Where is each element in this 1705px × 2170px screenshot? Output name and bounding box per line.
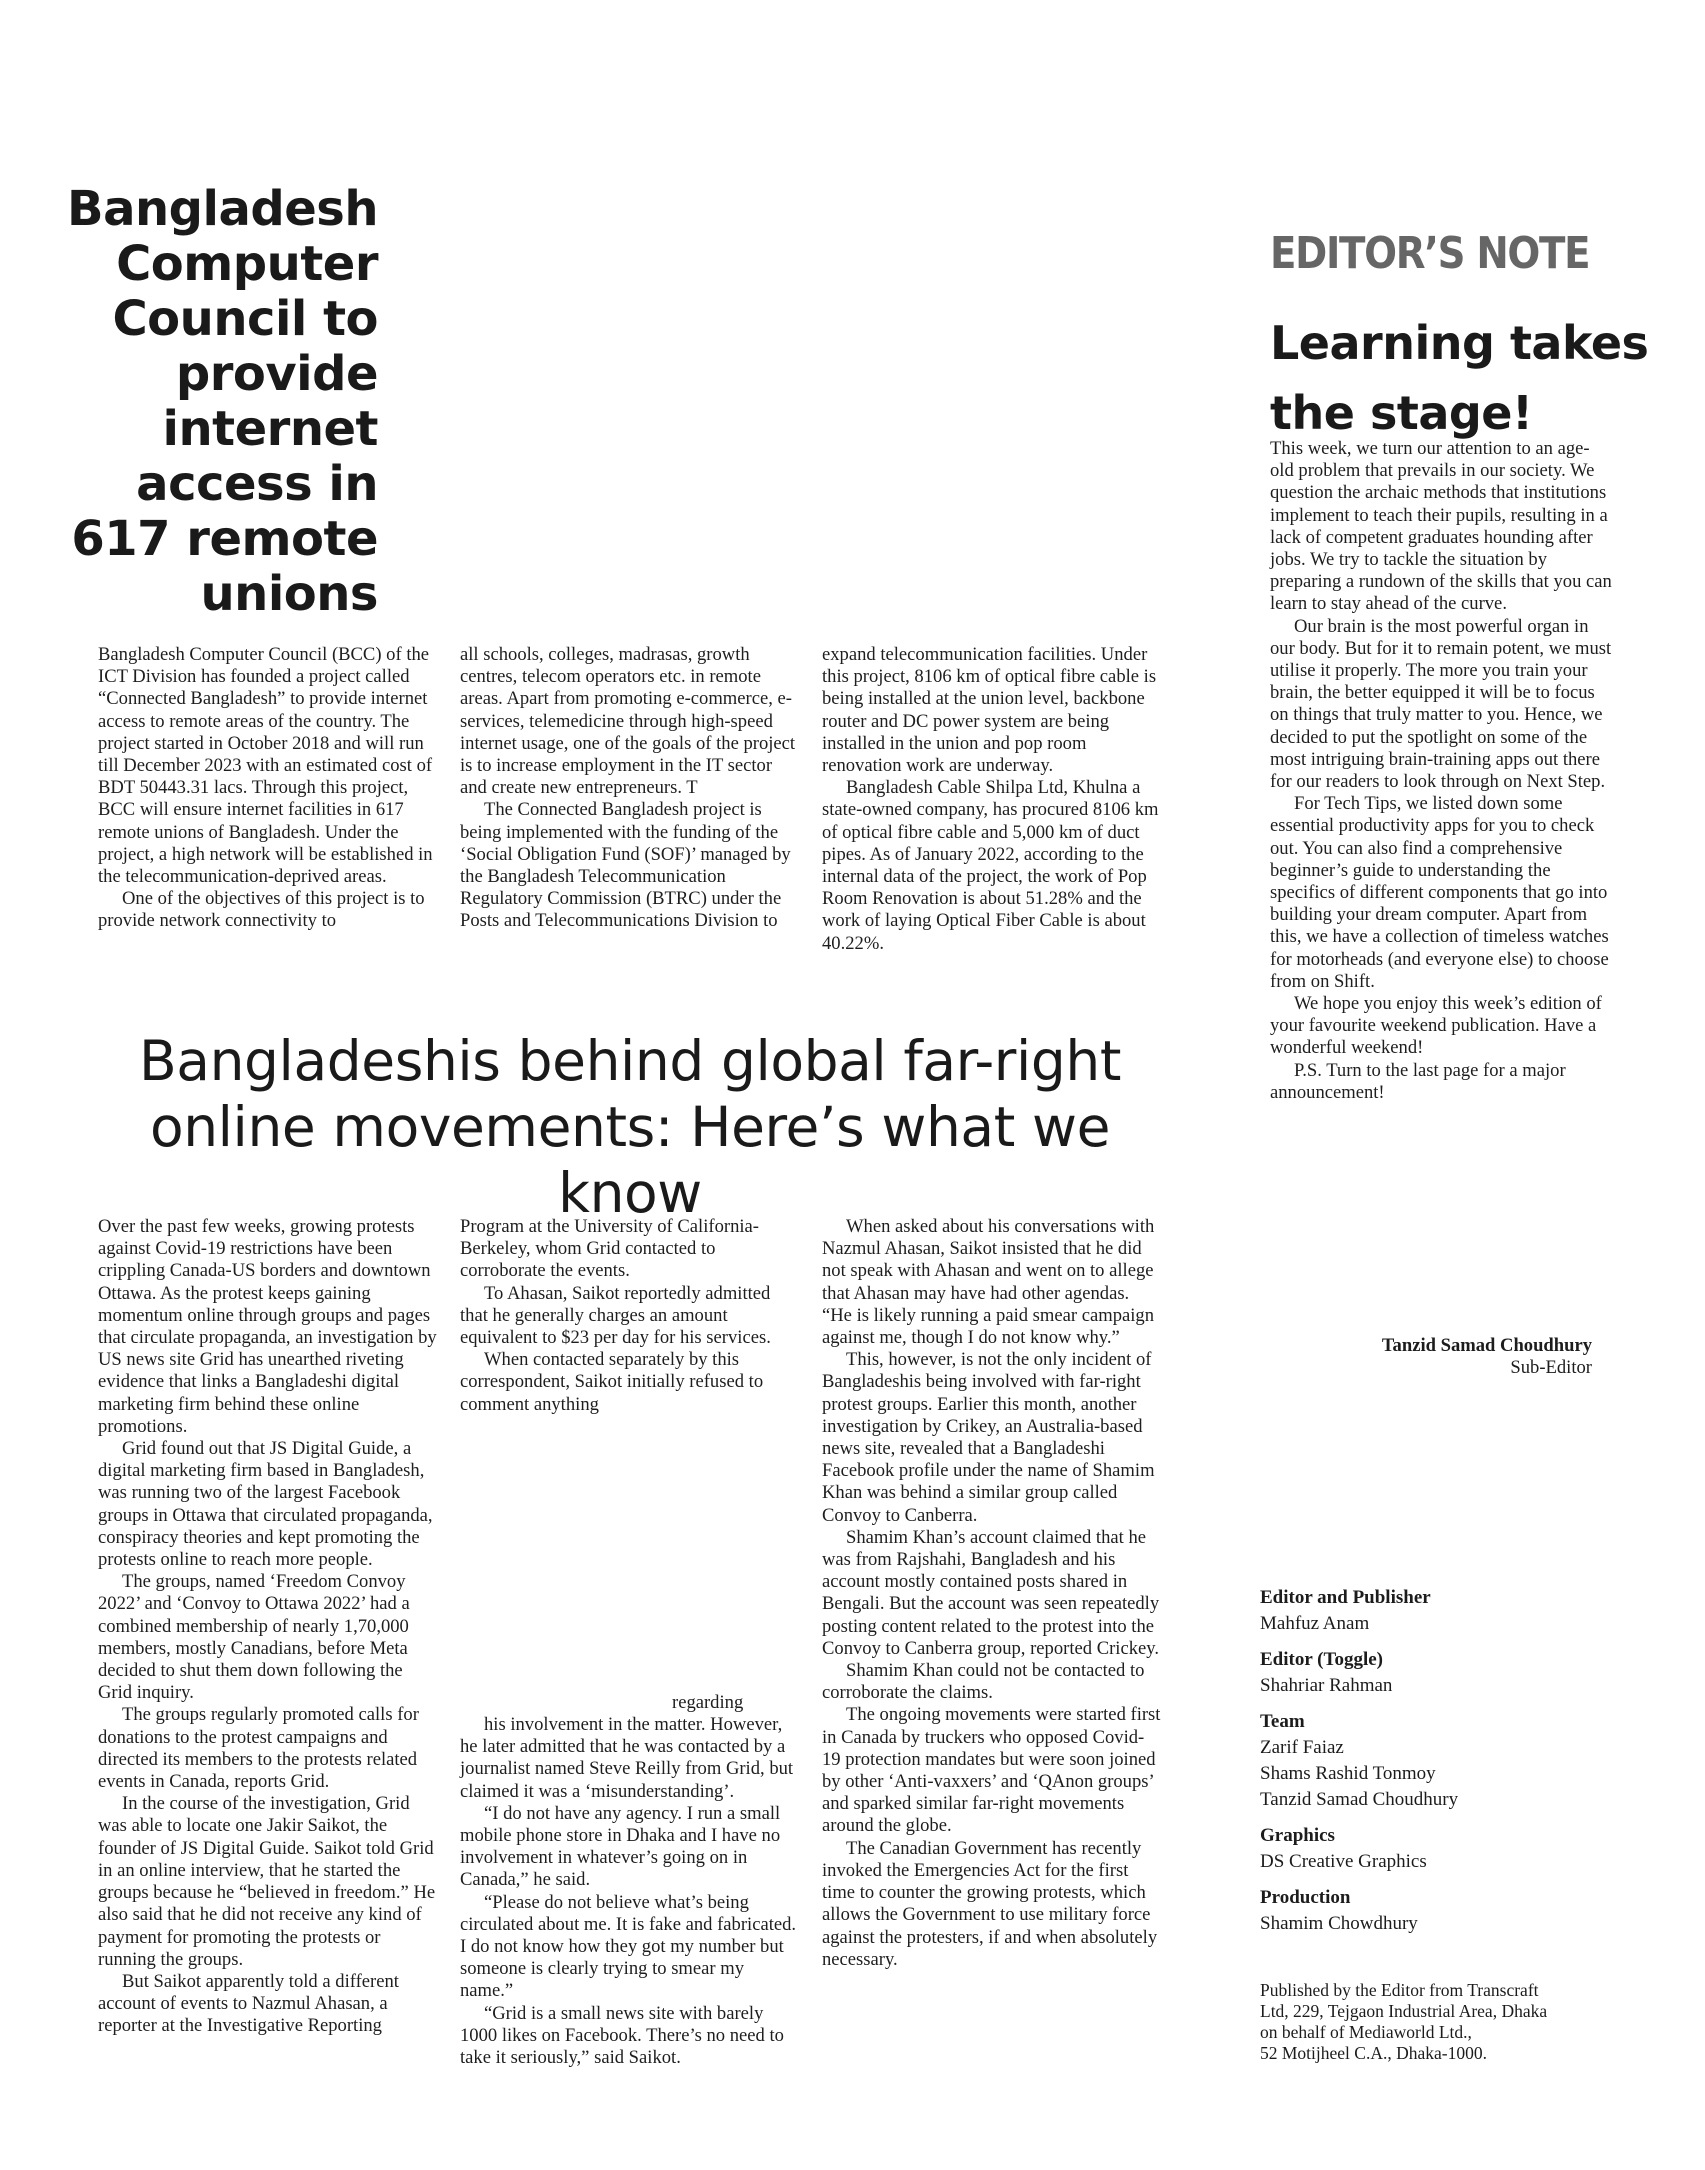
story2-col3-para: Shamim Khan could not be contacted to corroborate the claims. xyxy=(822,1660,1145,1704)
story2-col1-para: But Saikot apparently told a different account of events to Nazmul Ahasan, a reporter at the Investigative Reporting xyxy=(98,1970,399,2037)
credit-name: Tanzid Samad Choudhury xyxy=(1260,1789,1459,1810)
credit-name: Mahfuz Anam xyxy=(1260,1613,1370,1634)
story2-col3-para: The ongoing movements were started first in Canada by truckers who opposed Covid-19 protection mandates but were soon joined by other ‘Anti-vaxxers’ and ‘QAnon groups’ and sparked similar far-right movements around the globe. xyxy=(822,1704,1161,1837)
editors-note-para: For Tech Tips, we listed down some essential productivity apps for you to check out. You can also find a comprehensive beginner’s guide to understanding the specifics of different components that go into building your dream computer. Apart from this, we have a collection of timeless watches for motorheads (and everyone else) to choose from on Shift. xyxy=(1270,793,1609,992)
credit-block xyxy=(1260,1585,1620,1637)
publisher-info xyxy=(1260,1980,1590,2064)
story2-col3-para: When asked about his conversations with Nazmul Ahasan, Saikot insisted that he did not speak with Ahasan and went on to allege that Ahasan may have had other agendas. “He is likely running a paid smear campaign against me, though I do not know why.” xyxy=(822,1216,1155,1349)
credit-role: Team xyxy=(1260,1711,1305,1732)
story1-col3-para: expand telecommunication facilities. Under this project, 8106 km of optical fibre cable is being installed at the union level, backbone router and DC power system are being installed in the union and pop room renovation work are underway. xyxy=(822,644,1157,777)
story2-col3-para: The Canadian Government has recently invoked the Emergencies Act for the first time to counter the growing protests, which allows the Government to use military force against the protesters, if and when absolutely necessary. xyxy=(822,1837,1158,1970)
editors-note-para: Our brain is the most powerful organ in our body. But for it to remain potent, we must utilise it properly. The more you train your brain, the better equipped it will be to focus on things that truly matter to you. Hence, we decided to put the spotlight on some of the most intriguing brain-training apps out there for our readers to look through on Next Step. xyxy=(1270,615,1612,793)
story1-col1-para: One of the objectives of this project is to provide network connectivity to xyxy=(98,888,425,932)
story1-headline: Bangladesh Computer Council to provide internet access in 617 remote unions xyxy=(66,181,378,622)
story2-col1-para: The groups regularly promoted calls for donations to the protest campaigns and directed its members to the protests related events in Canada, reports Grid. xyxy=(98,1704,419,1793)
credit-block xyxy=(1260,1647,1620,1699)
editors-note-label: EDITOR’S NOTE xyxy=(1270,228,1590,279)
editors-note-title-line: Learning takes xyxy=(1270,316,1649,370)
credit-block xyxy=(1260,1885,1620,1937)
story2-col2-para: his involvement in the matter. However, he later admitted that he was contacted by a journalist named Steve Reilly from Grid, but claimed it was a ‘misunderstanding’. xyxy=(460,1714,794,1802)
story1-column-3 xyxy=(822,644,1162,955)
editors-note-signature-name: Tanzid Samad Choudhury xyxy=(1381,1335,1592,1356)
credit-name: Zarif Faiaz xyxy=(1260,1737,1344,1758)
editors-note-para: P.S. Turn to the last page for a major announcement! xyxy=(1270,1059,1566,1103)
credit-role: Editor and Publisher xyxy=(1260,1587,1431,1608)
story2-col1-para: Over the past few weeks, growing protests against Covid-19 restrictions have been crippling Canada-US borders and downtown Ottawa. As the protest keeps gaining momentum online through groups and pages that circulate propaganda, an investigation by US news site Grid has unearthed riveting evidence that links a Bangladeshi digital marketing firm behind these online promotions. xyxy=(98,1216,437,1437)
story1-column-1 xyxy=(98,644,438,933)
story2-col2-continuation-word: regarding xyxy=(672,1692,744,1713)
story2-column-1 xyxy=(98,1216,438,2038)
masthead-credits xyxy=(1260,1585,1620,1947)
story2-col1-para: In the course of the investigation, Grid was able to locate one Jakir Saikot, the founder of JS Digital Guide. Saikot told Grid in an online interview, that he started the groups because he “believed in freedom.” He also said that he did not receive any kind of payment for promoting the protests or running the groups. xyxy=(98,1793,436,1970)
editors-note-title-line: the stage! xyxy=(1270,386,1533,440)
story2-col2-para: Program at the University of California-Berkeley, whom Grid contacted to corroborate the events. xyxy=(460,1216,759,1282)
story2-column-3 xyxy=(822,1216,1162,1971)
publisher-line: Ltd, 229, Tejgaon Industrial Area, Dhaka xyxy=(1260,2001,1548,2021)
story1-col2-para: The Connected Bangladesh project is being implemented with the funding of the ‘Social Obligation Fund (SOF)’ managed by the Bangladesh Telecommunication Regulatory Commission (BTRC) under the Posts and Telecommunications Division to xyxy=(460,799,791,932)
credit-name: Shamim Chowdhury xyxy=(1260,1913,1418,1934)
story1-column-2 xyxy=(460,644,800,933)
editors-note-para: We hope you enjoy this week’s edition of your favourite weekend publication. Have a wonderful weekend! xyxy=(1270,993,1602,1059)
credit-name: Shams Rashid Tonmoy xyxy=(1260,1763,1436,1784)
credit-name: DS Creative Graphics xyxy=(1260,1851,1427,1872)
credit-block xyxy=(1260,1709,1620,1813)
story1-col3-para: Bangladesh Cable Shilpa Ltd, Khulna a state-owned company, has procured 8106 km of optical fibre cable and 5,000 km of duct pipes. As of January 2022, according to the internal data of the project, the work of Pop Room Renovation is about 51.28% and the work of laying Optical Fiber Cable is about 40.22%. xyxy=(822,777,1159,954)
credit-name: Shahriar Rahman xyxy=(1260,1675,1393,1696)
editors-note-body xyxy=(1270,438,1612,1104)
story2-col2-para: “Please do not believe what’s being circulated about me. It is fake and fabricated. I do not know how they got my number but someone is clearly trying to smear my name.” xyxy=(460,1891,797,2002)
credit-role: Graphics xyxy=(1260,1825,1335,1846)
editors-note-signature-role: Sub-Editor xyxy=(1510,1357,1592,1378)
story2-col2-para: When contacted separately by this correspondent, Saikot initially refused to comment anything xyxy=(460,1349,764,1415)
publisher-line: on behalf of Mediaworld Ltd., xyxy=(1260,2022,1472,2042)
credit-block xyxy=(1260,1823,1620,1875)
story2-col3-para: This, however, is not the only incident of Bangladeshis being involved with far-right protest groups. Earlier this month, another investigation by Crikey, an Australia-based news site, revealed that a Bangladeshi Facebook profile under the name of Shamim Khan was behind a similar group called Convoy to Canberra. xyxy=(822,1349,1155,1526)
publisher-line: Published by the Editor from Transcraft xyxy=(1260,1980,1539,2000)
story2-col2-para: “Grid is a small news site with barely 1000 likes on Facebook. There’s no need to take it seriously,” said Saikot. xyxy=(460,2002,784,2069)
story1-col1-para: Bangladesh Computer Council (BCC) of the ICT Division has founded a project called “Connected Bangladesh” to provide internet access to remote areas of the country. The project started in October 2018 and will run till December 2023 with an estimated cost of BDT 50443.31 lacs. Through this project, BCC will ensure internet facilities in 617 remote unions of Bangladesh. Under the project, a high network will be established in the telecommunication-deprived areas. xyxy=(98,644,433,888)
story2-col2-para: “I do not have any agency. I run a small mobile phone store in Dhaka and I have no involvement in whatever’s going on in Canada,” he said. xyxy=(460,1802,781,1891)
credit-role: Production xyxy=(1260,1887,1351,1908)
story2-col1-para: Grid found out that JS Digital Guide, a digital marketing firm based in Bangladesh, was running two of the largest Facebook groups in Ottawa that circulated propaganda, conspiracy theories and kept promoting the protests online to reach more people. xyxy=(98,1438,433,1571)
story2-headline: Bangladeshis behind global far-right online movements: Here’s what we know xyxy=(138,1029,1122,1225)
story2-column-2-top xyxy=(460,1216,800,1416)
publisher-line: 52 Motijheel C.A., Dhaka-1000. xyxy=(1260,2043,1487,2063)
story2-col2-para: To Ahasan, Saikot reportedly admitted that he generally charges an amount equivalent to $23 per day for his services. xyxy=(460,1282,771,1349)
story2-col1-para: The groups, named ‘Freedom Convoy 2022’ and ‘Convoy to Ottawa 2022’ had a combined membership of nearly 1,70,000 members, mostly Canadians, before Meta decided to shut them down following the Grid inquiry. xyxy=(98,1571,410,1704)
editors-note-para: This week, we turn our attention to an age-old problem that prevails in our society. We question the archaic methods that institutions implement to teach their pupils, resulting in a lack of competent graduates hounding after jobs. We try to tackle the situation by preparing a rundown of the skills that you can learn to stay ahead of the curve. xyxy=(1270,438,1612,615)
story2-column-2-bottom xyxy=(460,1714,800,2069)
story1-col2-para: all schools, colleges, madrasas, growth centres, telecom operators etc. in remote areas. Apart from promoting e-commerce, e-services, telemedicine through high-speed internet usage, one of the goals of the project is to increase employment in the IT sector and create new entrepreneurs. T xyxy=(460,644,796,799)
editors-note-title xyxy=(1270,308,1650,448)
credit-role: Editor (Toggle) xyxy=(1260,1649,1383,1670)
story2-col3-para: Shamim Khan’s account claimed that he was from Rajshahi, Bangladesh and his account mostly contained posts shared in Bengali. But the account was seen repeatedly posting content related to the protest into the Convoy to Canberra group, reported Crickey. xyxy=(822,1526,1160,1659)
